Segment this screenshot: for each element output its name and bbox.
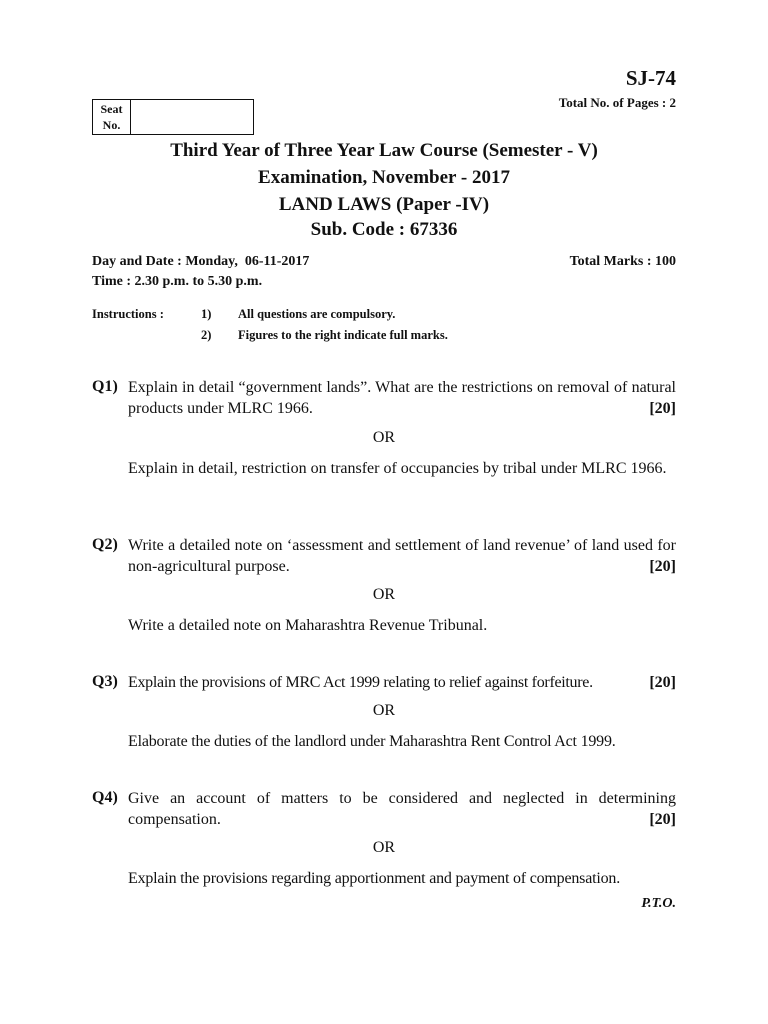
question-alternative: Explain in detail, restriction on transfer of occupancies by tribal under MLRC 1966. xyxy=(128,460,667,477)
question-number: Q3) xyxy=(92,673,118,690)
question-marks: [20] xyxy=(649,674,676,691)
or-separator: OR xyxy=(372,839,396,856)
subject-code: Sub. Code : 67336 xyxy=(310,219,458,240)
question-marks: [20] xyxy=(649,810,676,828)
question-marks: [20] xyxy=(649,399,676,417)
exam-session: Examination, November - 2017 xyxy=(258,167,510,188)
instruction-number: 2) xyxy=(201,328,212,342)
question-main: Write a detailed note on ‘assessment and settlement of land revenue’ of land used for non-agricultural purpose. xyxy=(128,537,676,575)
paper-title: LAND LAWS (Paper -IV) xyxy=(278,194,490,215)
question-number: Q4) xyxy=(92,789,118,806)
total-marks: Total Marks : 100 xyxy=(569,254,676,269)
instruction-text: All questions are compulsory. xyxy=(238,307,396,321)
seat-number-box xyxy=(92,99,254,135)
question-marks: [20] xyxy=(649,557,676,575)
question-main: Explain the provisions of MRC Act 1999 relating to relief against forfeiture. xyxy=(128,674,593,691)
seat-label-line2: No. xyxy=(102,118,121,132)
please-turn-over: P.T.O. xyxy=(641,896,676,911)
question-main: Give an account of matters to be considered and neglected in determining compensation. xyxy=(128,790,676,828)
instructions-label: Instructions : xyxy=(92,307,164,321)
question-text xyxy=(128,378,676,419)
course-title: Third Year of Three Year Law Course (Semester - V) xyxy=(170,140,598,161)
or-separator: OR xyxy=(372,586,396,603)
seat-number-field xyxy=(131,100,253,134)
question-alternative: Explain the provisions regarding apportionment and payment of compensation. xyxy=(128,870,620,887)
or-separator: OR xyxy=(372,702,396,719)
total-pages: Total No. of Pages : 2 xyxy=(558,95,676,110)
day-and-date: Day and Date : Monday, 06-11-2017 xyxy=(92,254,310,269)
instruction-number: 1) xyxy=(201,307,212,321)
question-text xyxy=(128,673,676,694)
question-alternative: Write a detailed note on Maharashtra Revenue Tribunal. xyxy=(128,617,488,634)
question-text xyxy=(128,536,676,577)
paper-code: SJ-74 xyxy=(625,66,676,90)
question-text xyxy=(128,789,676,830)
question-main: Explain in detail “government lands”. What are the restrictions on removal of natural products under MLRC 1966. xyxy=(128,379,676,417)
or-separator: OR xyxy=(372,429,396,446)
instruction-text: Figures to the right indicate full marks. xyxy=(238,328,448,342)
exam-time: Time : 2.30 p.m. to 5.30 p.m. xyxy=(92,274,263,289)
seat-number-label xyxy=(93,100,131,134)
question-number: Q1) xyxy=(92,378,118,395)
question-number: Q2) xyxy=(92,536,118,553)
question-alternative: Elaborate the duties of the landlord under Maharashtra Rent Control Act 1999. xyxy=(128,733,616,750)
seat-label-line1: Seat xyxy=(100,102,123,116)
